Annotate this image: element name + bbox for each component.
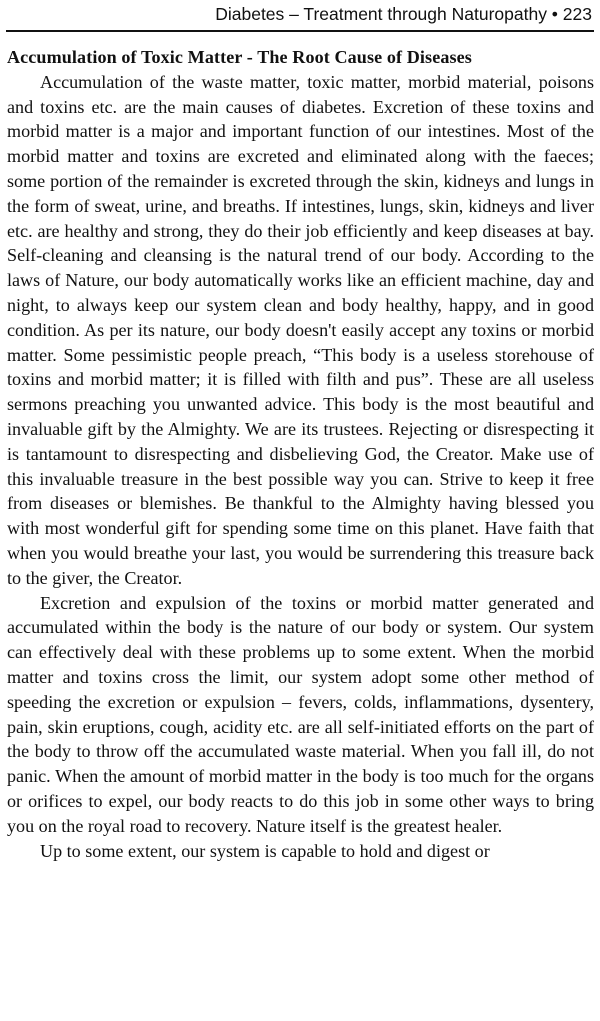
- paragraph-1: Accumulation of the waste matter, toxic matter, morbid material, poisons and toxins etc. are the main causes of diabetes. Excretion of these toxins and morbid matter is a major and important function of our intestines. Most of the morbid matter and toxins are excreted and eliminated along with the faeces; some portion of the remainder is excreted through the skin, kidneys and lungs in the form of sweat, urine, and breaths. If intestines, lungs, skin, kidneys and liver etc. are healthy and strong, they do their job efficiently and keep diseases at bay. Self-cleaning and cleansing is the natural trend of our body. According to the laws of Nature, our body automatically works like an efficient machine, day and night, to always keep our system clean and body healthy, happy, and in good condition. As per its nature, our body doesn't easily accept any toxins or morbid matter. Some pessimistic people preach, “This body is a useless storehouse of toxins and morbid matter; it is filled with filth and pus”. These are all useless sermons preaching you unwanted advice. This body is the most beautiful and invaluable gift by the Almighty. We are its trustees. Rejecting or disrespecting it is tantamount to disrespecting and disbelieving God, the Creator. Make use of this invaluable treasure in the best possible way you can. Strive to keep it free from diseases or blemishes. Be thankful to the Almighty having blessed you with most wonderful gift for spending some time on this planet. Have faith that when you would breathe your last, you would be surrendering this treasure back to the giver, the Creator.: [7, 71, 594, 588]
- paragraph-3: Up to some extent, our system is capable to hold and digest or: [40, 840, 490, 861]
- paragraph-2: Excretion and expulsion of the toxins or morbid matter generated and accumulated within the body is the nature of our body or system. Our system can effectively deal with these problems up to some extent. When the morbid matter and toxins cross the limit, our system adopt some other method of speeding the excretion or expulsion – fevers, colds, inflammations, dysentery, pain, skin eruptions, cough, acidity etc. are all self-initiated efforts on the part of the body to throw off the accumulated waste material. When you fall ill, do not panic. When the amount of morbid matter in the body is too much for the organs or orifices to expel, our body reacts to do this job in some other ways to bring you on the royal road to recovery. Nature itself is the greatest healer.: [7, 592, 594, 836]
- header-rule: [6, 30, 594, 32]
- body-text: [7, 45, 594, 863]
- running-header: Diabetes – Treatment through Naturopathy • 223: [215, 4, 592, 24]
- section-heading: Accumulation of Toxic Matter - The Root Cause of Diseases: [7, 47, 472, 67]
